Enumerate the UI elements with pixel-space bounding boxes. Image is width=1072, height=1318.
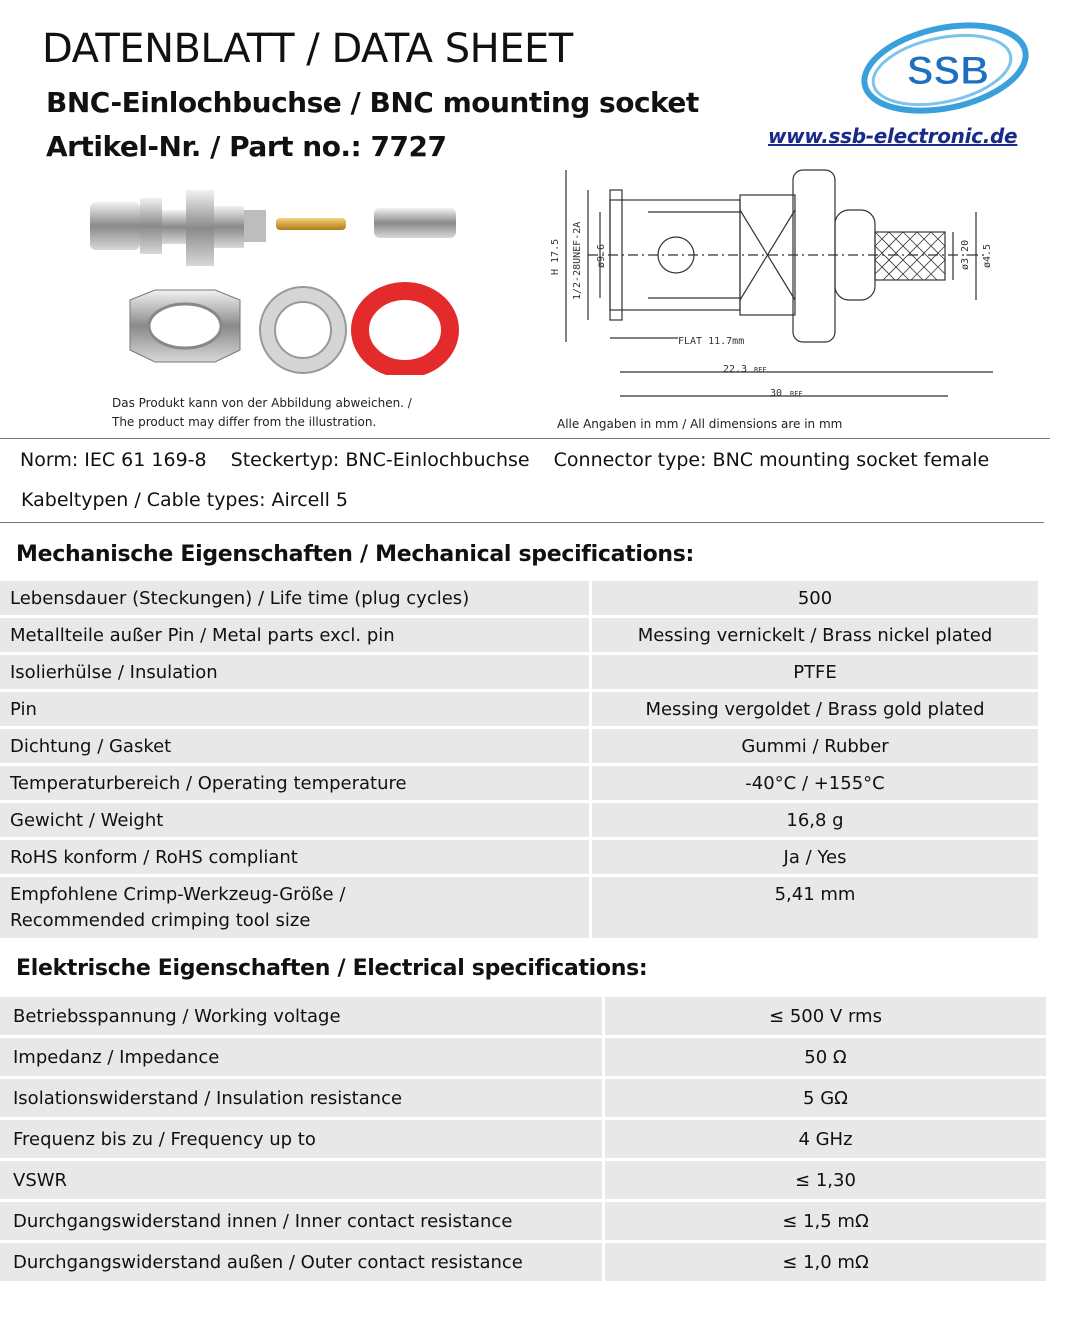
- table-row: [0, 581, 1038, 615]
- table-row: [0, 840, 1038, 874]
- mechanical-spec-table: [0, 578, 1038, 941]
- spec-label: Durchgangswiderstand innen / Inner contact resistance: [0, 1202, 602, 1240]
- table-row: [0, 1038, 1046, 1076]
- spec-value: Ja / Yes: [589, 840, 1038, 874]
- dimension-note: Alle Angaben in mm / All dimensions are in mm: [557, 417, 843, 431]
- spec-value: ≤ 1,0 mΩ: [602, 1243, 1046, 1281]
- spec-value: -40°C / +155°C: [589, 766, 1038, 800]
- drawing-label: REF: [790, 390, 803, 398]
- drawing-label: ø4.5: [982, 243, 993, 268]
- table-row: [0, 1202, 1046, 1240]
- product-title: BNC-Einlochbuchse / BNC mounting socket: [46, 86, 699, 119]
- table-row: [0, 1079, 1046, 1117]
- spec-value: ≤ 1,5 mΩ: [602, 1202, 1046, 1240]
- dimension-drawing: [548, 150, 1010, 408]
- photo-note-line: The product may differ from the illustration.: [112, 415, 377, 429]
- cable-types: Kabeltypen / Cable types: Aircell 5: [21, 489, 349, 511]
- norm: Norm: IEC 61 169-8: [20, 449, 207, 471]
- table-row: [0, 655, 1038, 689]
- drawing-label: 1/2-28UNEF-2A: [572, 221, 583, 300]
- table-row: [0, 766, 1038, 800]
- spec-value: 5,41 mm: [589, 877, 1038, 938]
- drawing-label: ø3.20: [960, 239, 971, 270]
- spec-value: ≤ 500 V rms: [602, 997, 1046, 1035]
- spec-label: Isolationswiderstand / Insulation resistance: [0, 1079, 602, 1117]
- connector-type: Connector type: BNC mounting socket female: [553, 449, 990, 471]
- spec-label: Gewicht / Weight: [0, 803, 589, 837]
- spec-label-line: Recommended crimping tool size: [10, 910, 311, 931]
- drawing-label: ø9.6: [596, 243, 607, 268]
- spec-value: 50 Ω: [602, 1038, 1046, 1076]
- part-number: Artikel-Nr. / Part no.: 7727: [46, 130, 447, 163]
- spec-label: Temperaturbereich / Operating temperature: [0, 766, 589, 800]
- spec-value: ≤ 1,30: [602, 1161, 1046, 1199]
- spec-value: 500: [589, 581, 1038, 615]
- drawing-label: REF: [754, 366, 767, 374]
- spec-value: 5 GΩ: [602, 1079, 1046, 1117]
- spec-label: Durchgangswiderstand außen / Outer contact resistance: [0, 1243, 602, 1281]
- product-photo: [90, 180, 470, 375]
- spec-value: Gummi / Rubber: [589, 729, 1038, 763]
- drawing-label: H 17.5: [550, 238, 561, 275]
- mechanical-heading: Mechanische Eigenschaften / Mechanical specifications:: [16, 542, 695, 567]
- spec-label: Isolierhülse / Insulation: [0, 655, 589, 689]
- spec-label: Lebensdauer (Steckungen) / Life time (plug cycles): [0, 581, 589, 615]
- electrical-heading: Elektrische Eigenschaften / Electrical specifications:: [16, 956, 648, 981]
- spec-value: 4 GHz: [602, 1120, 1046, 1158]
- table-row: [0, 997, 1046, 1035]
- spec-label: Pin: [0, 692, 589, 726]
- spec-value: Messing vergoldet / Brass gold plated: [589, 692, 1038, 726]
- spec-label: Metallteile außer Pin / Metal parts excl. pin: [0, 618, 589, 652]
- spec-label: Impedanz / Impedance: [0, 1038, 602, 1076]
- website-link[interactable]: www.ssb-electronic.de: [768, 124, 1018, 148]
- table-row: [0, 729, 1038, 763]
- spec-label: VSWR: [0, 1161, 602, 1199]
- spec-label: [0, 877, 589, 938]
- spec-label-line: Empfohlene Crimp-Werkzeug-Größe /: [10, 884, 346, 905]
- ssb-logo: [850, 18, 1030, 118]
- spec-value: Messing vernickelt / Brass nickel plated: [589, 618, 1038, 652]
- plug-type: Steckertyp: BNC-Einlochbuchse: [230, 449, 530, 471]
- photo-note-line: Das Produkt kann von der Abbildung abweichen. /: [112, 396, 412, 410]
- divider: [0, 438, 1050, 439]
- general-info: [20, 449, 1007, 471]
- table-row: [0, 618, 1038, 652]
- document-title: DATENBLATT / DATA SHEET: [42, 26, 573, 72]
- spec-label: Frequenz bis zu / Frequency up to: [0, 1120, 602, 1158]
- table-row: [0, 877, 1038, 938]
- svg-text:SSB: SSB: [906, 49, 990, 93]
- drawing-label: 30: [770, 388, 783, 399]
- electrical-spec-table: [0, 994, 1046, 1284]
- table-row: [0, 1243, 1046, 1281]
- photo-disclaimer: [112, 394, 412, 432]
- table-row: [0, 803, 1038, 837]
- spec-value: 16,8 g: [589, 803, 1038, 837]
- spec-label: Betriebsspannung / Working voltage: [0, 997, 602, 1035]
- spec-label: Dichtung / Gasket: [0, 729, 589, 763]
- spec-value: PTFE: [589, 655, 1038, 689]
- table-row: [0, 1161, 1046, 1199]
- divider: [0, 522, 1044, 523]
- drawing-label: FLAT 11.7mm: [678, 336, 745, 347]
- drawing-label: 22.3: [723, 364, 748, 375]
- table-row: [0, 1120, 1046, 1158]
- spec-label: RoHS konform / RoHS compliant: [0, 840, 589, 874]
- table-row: [0, 692, 1038, 726]
